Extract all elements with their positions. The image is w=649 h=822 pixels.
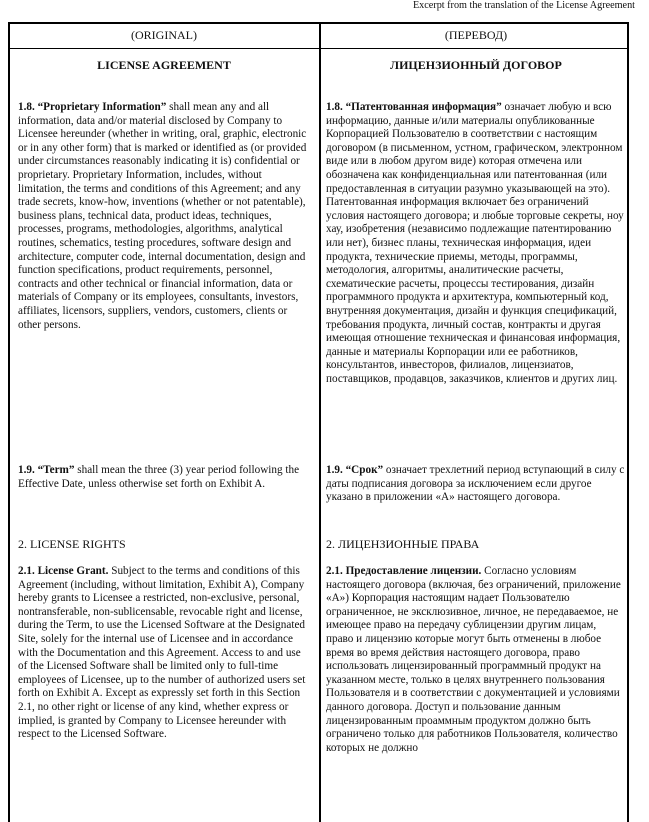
original-section-1-9: [18, 464, 310, 491]
section-body: shall mean any and all information, data and/or material disclosed by Company to Licensee hereunder (whether in writing, oral, graphic, electronic or in any other form) that is marked or identified as (or provided under circumstances reasonably indicating it is) confidential or proprietary. Proprietary Information, includes, without limitation, the terms and conditions of this Agreement; and any trade secrets, know-how, inventions (whether or not patentable), business plans, technical data, product ideas, techniques, processes, programs, methodologies, algorithms, analytical routines, schematics, testing procedures, software design and architecture, computer code, internal documentation, design and function specifications, product requirements, personnel, contracts and other technical or financial information, data or materials of Company or its employees, consultants, investors, affiliates, licensors, suppliers, vendors, customers, clients or other persons.: [18, 101, 307, 331]
document-caption: Excerpt from the translation of the License Agreement: [412, 0, 635, 11]
section-heading: 1.9. “Срок”: [326, 464, 384, 476]
translation-section-2-1: [326, 565, 626, 755]
original-section-2-title: 2. LICENSE RIGHTS: [18, 537, 126, 551]
section-heading: 1.8. “Proprietary Information”: [18, 101, 167, 113]
original-column-label: (ORIGINAL): [131, 28, 197, 42]
translation-section-1-9: [326, 464, 626, 505]
original-section-2-1: [18, 565, 310, 742]
section-heading: 2.1. License Grant.: [18, 565, 109, 577]
translation-title: ЛИЦЕНЗИОННЫЙ ДОГОВОР: [390, 58, 562, 72]
section-heading: 1.8. “Патентованная информация”: [326, 101, 502, 113]
section-body: Subject to the terms and conditions of this Agreement (including, without limitation, Exhibit A), Company hereby grants to Licensee a restricted, non-exclusive, personal, nontransferable, non-sublicensable, revocable right and license, during the Term, to use the Licensed Software at the Designated Site, solely for the internal use of Licensee and in accordance with the Documentation and this Agreement. Access to and use of the Licensed Software shall be limited only to full-time employees of Licensee, up to the number of authorized users set forth on Exhibit A. Except as expressly set forth in this Section 2.1, no other right or license of any kind, whether express or implied, is granted by Company to Licensee hereunder with respect to the Licensed Software.: [18, 565, 306, 741]
translation-section-2-title: 2. ЛИЦЕНЗИОННЫЕ ПРАВА: [326, 537, 480, 551]
section-body: shall mean the three (3) year period following the Effective Date, unless otherwise set forth on Exhibit A.: [18, 464, 300, 490]
translation-column: [326, 24, 626, 822]
translation-table: [8, 22, 629, 822]
original-section-1-8: [18, 101, 310, 332]
original-title: LICENSE AGREEMENT: [97, 58, 231, 72]
translation-column-label: (ПЕРЕВОД): [444, 28, 508, 42]
section-heading: 2.1. Предоставление лицензии.: [326, 565, 482, 577]
section-heading: 1.9. “Term”: [18, 464, 75, 476]
original-column: [18, 24, 310, 822]
section-body: Согласно условиям настоящего договора (включая, без ограничений, приложение «А») Корпорация настоящим надает Пользователю ограниченное, не эксклюзивное, личное, не передаваемое, не имеющее право на передачу сублицензии другим лицам, право и лицензию которые могут быть отменены в любое время во время действия настоящего договора, право использовать лицензированный программный продукт на указанном месте, только в целях внутреннего пользования Пользователя и в соответствии с документацией и условиями данного договора. Доступ и пользование данным лицензированным проаммным продуктом должно быть ограничено только для работников Пользователя, количество которых не должно: [326, 565, 621, 754]
translation-section-1-8: [326, 101, 626, 386]
section-body: означает любую и всю информацию, данные и/или материалы опубликованные Корпорацией Пользователю в соответствии с настоящим договором (в письменном, устном, графическом, электронном виде или в любом другом виде) которая отмечена или обозначена как конфиденциальная или патентованная (или предоставленная в ситуации разумно указывающей на это). Патентованная информация включает без ограничений условия настоящего договора; и любые торговые секреты, ноу хау, изобретения (независимо подлежащие патентированию или нет), бизнес планы, техническая информация, идеи продукта, технические приемы, методы, программы, методология, алгоритмы, аналитические расчеты, схематические расчеты, процессы тестирования, дизайн программного продукта и архитектура, компьютерный код, внутренняя документация, дизайн и функция спецификаций, требования продукта, личный состав, контракты и другая имеющая отношение техническая и финансовая информация, данные и материалы Корпорации или ее работников, консультантов, инвесторов, филиалов, лицензиатов, поставщиков, продавцов, заказчиков, клиентов и других лиц.: [326, 101, 624, 385]
column-divider: [319, 24, 321, 822]
section-body: означает трехлетний период вступающий в силу с даты подписания договора за исключением если другое указано в приложении «А» настоящего договора.: [326, 464, 625, 504]
